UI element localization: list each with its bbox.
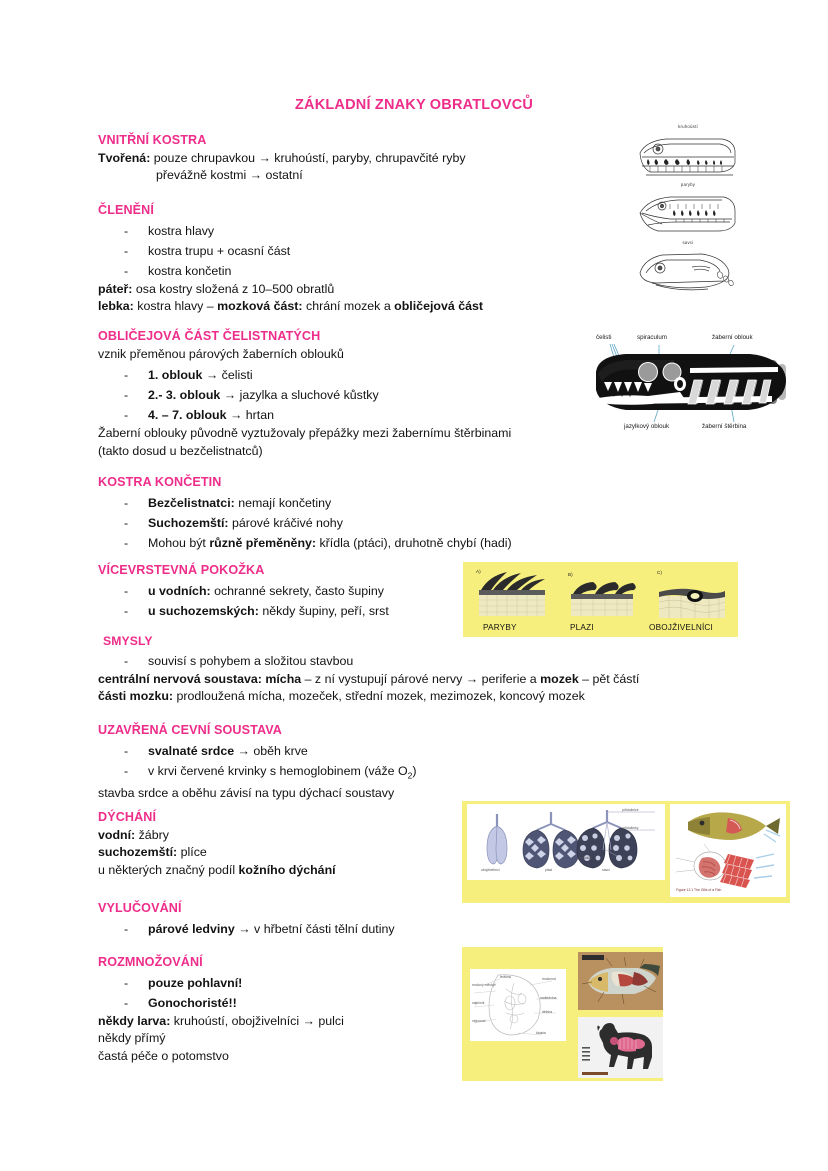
smysly-parts xyxy=(98,688,639,705)
list-item xyxy=(98,533,512,553)
cleneni-lebka xyxy=(98,298,483,315)
dash-marker: - xyxy=(124,604,129,618)
list-item-bold: pouze pohlavní! xyxy=(148,976,243,990)
sucho-label: suchozemští: xyxy=(98,845,178,860)
list-item-bold: různě přeměněny: xyxy=(209,536,317,550)
dash-marker: - xyxy=(124,496,129,510)
dash-marker: - xyxy=(124,744,129,758)
skin-panel-tag-c: C) xyxy=(657,570,662,575)
list-item-bold: Gonochoristé!! xyxy=(148,996,237,1010)
section-heading-rozmnozovani: ROZMNOŽOVÁNÍ xyxy=(98,955,203,969)
dash-marker: - xyxy=(124,922,129,936)
blood-text-pre: v krvi červené krvinky s hemoglobinem (váže O xyxy=(148,764,408,778)
kruhousti-skull-drawing xyxy=(636,133,740,181)
lebka-label: lebka: xyxy=(98,299,134,314)
section-rozmnozovani xyxy=(98,955,344,1065)
savci-skull-drawing xyxy=(636,249,740,295)
fish-gill-panel xyxy=(670,804,786,897)
skull-sketch-kruhousti xyxy=(632,124,744,182)
list-item-rest: křídla (ptáci), druhotně chybí (hadi) xyxy=(316,536,512,550)
pater-label: páteř: xyxy=(98,282,133,296)
paryby-skull-drawing xyxy=(636,191,740,239)
list-item-bold: u vodních: xyxy=(148,584,211,598)
figure-skull-sketches xyxy=(632,124,744,296)
dog-anatomy-drawing xyxy=(578,1017,663,1078)
skin-caption-paryby: PARYBY xyxy=(483,623,517,632)
fish-gill-drawing xyxy=(670,804,786,897)
lung-caption-ptaci: ptáci xyxy=(545,868,553,872)
vnitrni-kostra-line1 xyxy=(98,150,466,167)
list-item-label: kostra hlavy xyxy=(148,224,215,238)
section-vnitrni-kostra xyxy=(98,133,466,185)
pater-text: osa kostry složená z 10–500 obratlů xyxy=(132,282,335,296)
list-item-bold: 4. – 7. oblouk xyxy=(148,408,227,423)
list-item-bold: 2.- 3. oblouk xyxy=(148,388,221,403)
list-item xyxy=(98,385,511,405)
skull-sketch-paryby xyxy=(632,182,744,240)
lung-side-label-prudusinky: průdušinky xyxy=(622,826,639,830)
list-item xyxy=(98,493,512,513)
list-item xyxy=(98,405,511,425)
list-item-pre: Mohou být xyxy=(148,536,210,550)
dash-marker: - xyxy=(124,408,129,423)
cns-end: – pět částí xyxy=(578,672,640,686)
figure-fish-dissection xyxy=(578,952,663,1010)
lung-side-label-prudusnice: průdušnice xyxy=(622,808,639,812)
rozmnozovani-line2: někdy přímý xyxy=(98,1031,166,1046)
list-item-bold: Bezčelistnatci: xyxy=(148,496,235,510)
dash-marker: - xyxy=(124,244,129,258)
list-item xyxy=(98,973,344,993)
gill-label-jazylkovy-oblouk: jazylkový oblouk xyxy=(624,423,670,430)
list-item xyxy=(98,993,344,1013)
section-heading-vnitrni-kostra: VNITŘNÍ KOSTRA xyxy=(98,133,207,147)
list-item xyxy=(98,513,512,533)
section-cleneni xyxy=(98,203,483,316)
dash-marker: - xyxy=(124,996,129,1010)
gill-label-celisti: čelisti xyxy=(596,334,612,341)
oblicejova-note-line1: Žaberní oblouky původně vyztužovaly přepážky mezi žabernímu štěrbinami xyxy=(98,426,512,441)
note-bold: kožního dýchání xyxy=(238,862,336,877)
sucho-text: plíce xyxy=(177,845,207,860)
section-smysly xyxy=(103,634,153,648)
list-item-rest: → oběh krve xyxy=(234,744,308,758)
list-item xyxy=(98,365,511,385)
section-kostra-koncetin xyxy=(98,475,512,553)
list-item-rest: někdy šupiny, peří, srst xyxy=(258,604,389,618)
section-heading-vylucovani: VYLUČOVÁNÍ xyxy=(98,901,182,915)
list-item xyxy=(98,651,639,671)
list-item-rest: nemají končetiny xyxy=(234,496,332,510)
vnitrni-kostra-line1-label: Tvořená: xyxy=(98,151,151,165)
list-item xyxy=(98,581,389,601)
section-heading-cleneni: ČLENĚNÍ xyxy=(98,203,154,217)
cns-mid: – z ní vystupují párové nervy → periferie a xyxy=(301,672,541,686)
dash-marker: - xyxy=(124,516,129,530)
dash-marker: - xyxy=(124,654,129,668)
cevni-footer: stavba srdce a oběhu závisí na typu dýchací soustavy xyxy=(98,786,395,801)
list-item xyxy=(98,221,483,241)
parts-text: prodloužená mícha, mozeček, střední mozek, mezimozek, koncový mozek xyxy=(173,689,585,704)
page-title: ZÁKLADNÍ ZNAKY OBRATLOVCŮ xyxy=(294,97,534,113)
list-item-label: kostra končetin xyxy=(148,264,232,278)
blood-text-post: ) xyxy=(412,764,417,778)
cns-bold1: centrální nervová soustava: mícha xyxy=(98,672,302,686)
section-oblicejova-cast xyxy=(98,329,511,460)
gill-label-zaberni-sterbina: žaberní štěrbina xyxy=(702,423,747,430)
list-item-rest: párové kráčivé nohy xyxy=(228,516,343,530)
list-item-label: souvisí s pohybem a složitou stavbou xyxy=(148,654,354,668)
lebka-part1: kostra hlavy – xyxy=(133,299,218,314)
list-item-rest: → jazylka a sluchové kůstky xyxy=(220,388,379,403)
figure-dog-anatomy xyxy=(578,1017,663,1078)
figure-respiration xyxy=(462,801,790,903)
list-item xyxy=(98,741,416,761)
lebka-bold2: obličejová část xyxy=(394,299,483,314)
list-item xyxy=(98,241,483,261)
oblicejova-subtitle: vznik přeměnou párových žaberních oblouků xyxy=(98,347,344,361)
parts-label: části mozku: xyxy=(98,689,174,704)
list-item-rest: ochranné sekrety, často šupiny xyxy=(210,584,384,598)
section-dychani xyxy=(98,810,336,879)
skull-label-savci: savci xyxy=(682,240,694,245)
dash-marker: - xyxy=(124,264,129,278)
vnitrni-kostra-line1-text: pouze chrupavkou → kruhoústí, paryby, chrupavčité ryby xyxy=(150,151,466,165)
list-item-bold: párové ledviny xyxy=(148,922,235,936)
smysly-cns xyxy=(98,671,639,688)
gill-arch-drawing xyxy=(582,328,804,438)
cleneni-pater xyxy=(98,281,483,298)
urogenital-diagram-panel: močový měchýř vaječník vejcovod ledvina močovod nadledvina děloha kloaka xyxy=(470,969,566,1041)
lung-caption-obojzivelnici: obojživelníci xyxy=(481,868,500,872)
list-item-rest: → hrtan xyxy=(226,408,275,423)
note-pre: u některých značný podíl xyxy=(98,862,239,877)
vodni-label: vodní: xyxy=(98,828,136,842)
cns-bold2: mozek xyxy=(540,672,579,686)
dash-marker: - xyxy=(124,224,129,238)
list-item-bold: svalnaté srdce xyxy=(148,744,235,758)
figure-skin-cross-sections xyxy=(463,562,738,637)
list-item-label: kostra trupu + ocasní část xyxy=(148,244,291,258)
vodni-text: žábry xyxy=(135,828,169,842)
list-item xyxy=(98,601,389,621)
section-heading-pokozka: VÍCEVRSTEVNÁ POKOŽKA xyxy=(98,563,265,577)
list-item-bold: 1. oblouk xyxy=(148,368,203,383)
figure-gill-arches xyxy=(582,328,804,438)
gill-label-spiraculum: spiraculum xyxy=(637,334,667,341)
dash-marker: - xyxy=(124,584,129,598)
dash-marker: - xyxy=(124,764,129,778)
oblicejova-note-line2: (takto dosud u bezčelistnatců) xyxy=(98,443,263,458)
skull-label-kruhousti: kruhoústí xyxy=(678,124,698,129)
gill-label-zaberni-oblouk: žaberní oblouk xyxy=(712,334,753,341)
section-heading-smysly: SMYSLY xyxy=(103,634,153,648)
section-heading-dychani: DÝCHÁNÍ xyxy=(98,810,157,824)
dash-marker: - xyxy=(124,976,129,990)
section-vylucovani xyxy=(98,901,395,939)
section-heading-oblicejova-cast: OBLIČEJOVÁ ČÁST ČELISTNATÝCH xyxy=(98,329,321,343)
oxygen-subscript: 2 xyxy=(407,770,413,781)
rozmnozovani-line3: častá péče o potomstvo xyxy=(98,1048,229,1063)
list-item xyxy=(98,761,416,785)
dash-marker: - xyxy=(124,368,129,383)
list-item-rest: → v hřbetní části tělní dutiny xyxy=(234,922,395,936)
skin-panel-tag-b: B) xyxy=(568,572,573,577)
section-heading-cevni-soustava: UZAVŘENÁ CEVNÍ SOUSTAVA xyxy=(98,723,282,737)
list-item-bold: Suchozemští: xyxy=(148,516,229,530)
list-item-bold: u suchozemských: xyxy=(148,604,259,618)
lebka-bold1: mozková část: xyxy=(217,299,303,314)
skin-caption-plazi: PLAZI xyxy=(570,623,594,632)
skull-label-paryby: paryby xyxy=(680,182,696,187)
lung-side-label-prudusky: průdušky xyxy=(578,856,592,860)
section-heading-kostra-koncetin: KOSTRA KONČETIN xyxy=(98,475,222,489)
fish-gill-figure-caption: Figure 12.1 The Gills of a Fish xyxy=(676,888,722,892)
vnitrni-kostra-line2: převážně kostmi → ostatní xyxy=(156,168,303,183)
larva-label: někdy larva: xyxy=(98,1014,171,1028)
list-item xyxy=(98,261,483,281)
section-pokozka xyxy=(98,563,389,621)
lebka-part2: chrání mozek a xyxy=(302,299,395,314)
section-smysly-body xyxy=(98,651,639,706)
larva-text: kruhoústí, obojživelníci → pulci xyxy=(170,1014,344,1028)
fish-dissection-drawing xyxy=(578,952,663,1010)
section-cevni-soustava xyxy=(98,723,416,803)
list-item-rest: → čelisti xyxy=(202,368,253,383)
dychani-note xyxy=(98,862,336,879)
dash-marker: - xyxy=(124,388,129,403)
list-item xyxy=(98,919,395,939)
lung-caption-savci: savci xyxy=(602,868,610,872)
lung-evolution-panel xyxy=(467,804,665,880)
skin-caption-obojzivelnici: OBOJŽIVELNÍCI xyxy=(649,623,714,632)
rozmnozovani-larva xyxy=(98,1013,344,1030)
skin-panel-tag-a: A) xyxy=(476,569,481,574)
dychani-vodni xyxy=(98,827,336,844)
dychani-suchozemsti xyxy=(98,844,336,861)
dash-marker: - xyxy=(124,536,129,550)
skull-sketch-savci xyxy=(632,240,744,296)
